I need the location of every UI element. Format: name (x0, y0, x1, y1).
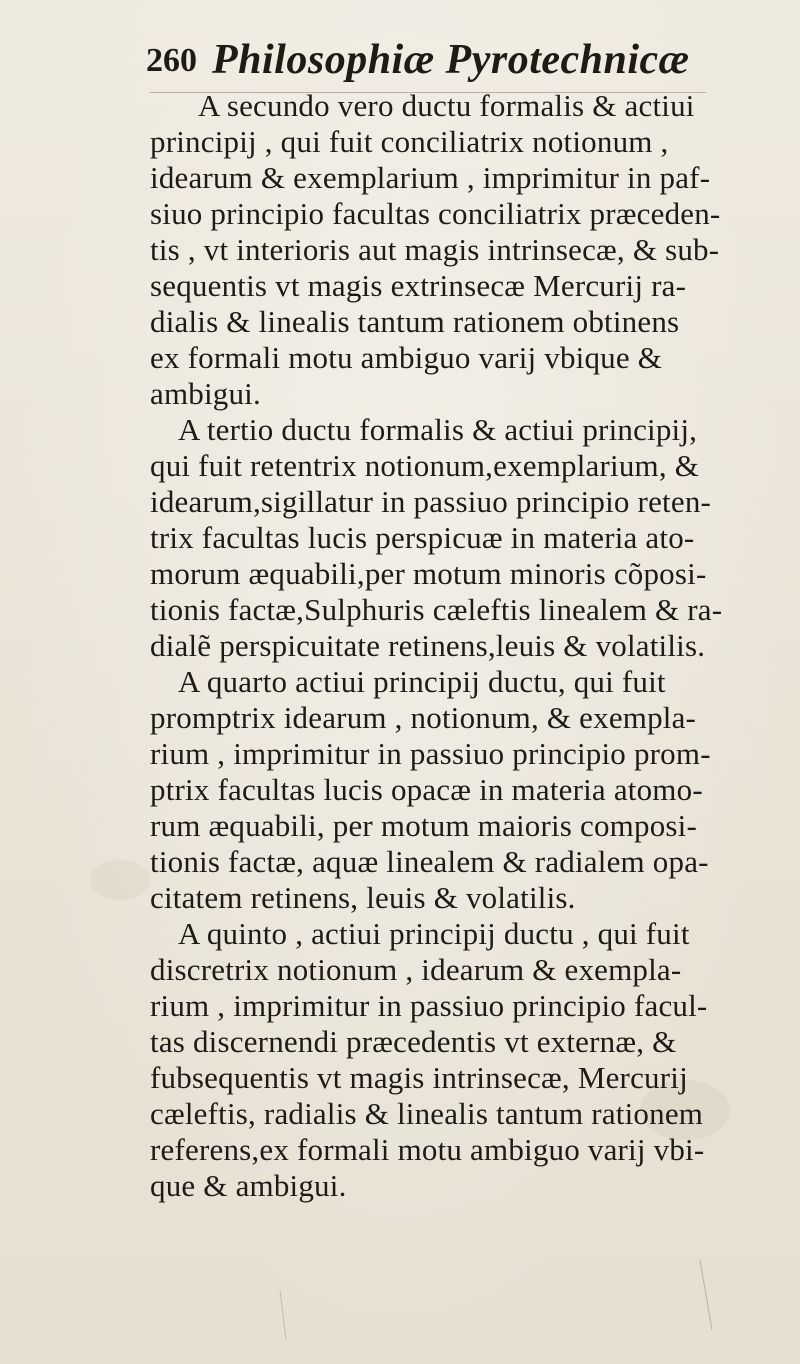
pencil-mark (280, 1290, 286, 1340)
text-line: rium , imprimitur in passiuo principio facul- (150, 988, 708, 1023)
text-line: A quarto actiui principij ductu, qui fuit (178, 664, 666, 699)
text-line: sequentis vt magis extrinsecæ Mercurij ra- (150, 268, 687, 303)
text-line: idearum,sigillatur in passiuo principio reten- (150, 484, 712, 519)
text-line: trix facultas lucis perspicuæ in materia ato- (150, 520, 695, 555)
text-line: cæleftis, radialis & linealis tantum rationem (150, 1096, 704, 1131)
text-line: citatem retinens, leuis & volatilis. (150, 880, 576, 915)
text-line: qui fuit retentrix notionum,exemplarium, & (150, 448, 700, 483)
text-line: que & ambigui. (150, 1168, 347, 1203)
text-line: rium , imprimitur in passiuo principio prom- (150, 736, 711, 771)
text-line: principij , qui fuit conciliatrix notionum , (150, 124, 669, 159)
text-line: rum æquabili, per motum maioris composi- (150, 808, 697, 843)
text-line: ex formali motu ambiguo varij vbique & (150, 340, 663, 375)
text-line: tionis factæ,Sulphuris cæleftis linealem & ra- (150, 592, 723, 627)
text-line: discretrix notionum , idearum & exempla- (150, 952, 682, 987)
text-line: siuo principio facultas conciliatrix præceden- (150, 196, 721, 231)
text-line: dialẽ perspicuitate retinens,leuis & volatilis. (150, 628, 706, 663)
text-line: tis , vt interioris aut magis intrinsecæ, & sub- (150, 232, 720, 267)
text-line: morum æquabili,per motum minoris cõposi- (150, 556, 707, 591)
text-line: ptrix facultas lucis opacæ in materia atomo- (150, 772, 703, 807)
text-line: tas discernendi præcedentis vt externæ, & (150, 1024, 677, 1059)
text-line: A tertio ductu formalis & actiui principij, (178, 412, 698, 447)
text-line: dialis & linealis tantum rationem obtinens (150, 304, 680, 339)
text-line: A quinto , actiui principij ductu , qui fuit (178, 916, 690, 951)
text-line: promptrix idearum , notionum, & exempla- (150, 700, 697, 735)
running-title: Philosophiæ Pyrotechnicæ (212, 37, 690, 83)
text-line: referens,ex formali motu ambiguo varij vbi- (150, 1132, 705, 1167)
text-line: fubsequentis vt magis intrinsecæ, Mercurij (150, 1060, 688, 1095)
text-line: tionis factæ, aquæ linealem & radialem opa- (150, 844, 709, 879)
text-line: A secundo vero ductu formalis & actiui (198, 88, 695, 123)
pencil-mark (700, 1260, 712, 1330)
text-line: idearum & exemplarium , imprimitur in paf- (150, 160, 711, 195)
page-number: 260 (146, 42, 197, 79)
text-line: ambigui. (150, 376, 261, 411)
